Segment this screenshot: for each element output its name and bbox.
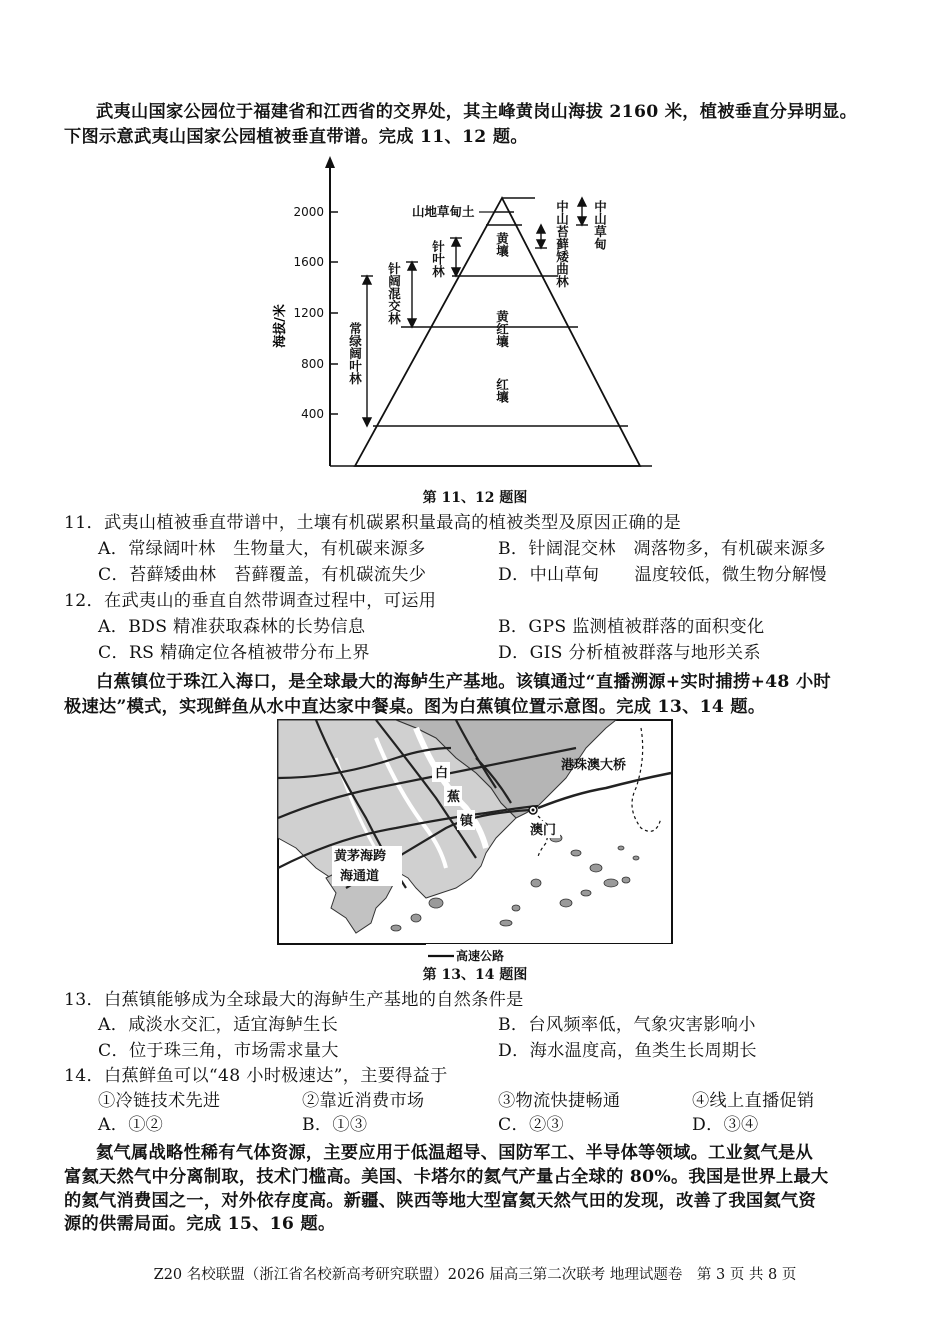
q11-option-a[interactable]: A．常绿阔叶林 生物量大，有机碳来源多 <box>98 539 426 559</box>
belt-moss: 中山苔藓矮曲林 <box>554 200 570 288</box>
intro2-line2: 极速达”模式，实现鲜鱼从水中直达家中餐桌。图为白蕉镇位置示意图。完成 13、14 题。 <box>64 697 766 717</box>
q13-option-d[interactable]: D．海水温度高，鱼类生长周期长 <box>498 1041 757 1061</box>
intro3-line4: 源的供需局面。完成 15、16 题。 <box>64 1214 336 1234</box>
q11-option-c[interactable]: C．苔藓矮曲林 苔藓覆盖，有机碳流失少 <box>98 565 427 585</box>
town-char-1: 白 <box>435 766 449 781</box>
page-footer: Z20 名校联盟（浙江省名校新高考研究联盟）2026 届高三第二次联考 地理试题卷 第 3 页 共 8 页 <box>153 1267 797 1283</box>
soil-red: 红壤 <box>494 378 510 403</box>
q12-option-a[interactable]: A．BDS 精准获取森林的长势信息 <box>98 617 366 637</box>
belt-meadow: 中山草甸 <box>592 200 608 250</box>
intro3-line1: 氦气属战略性稀有气体资源，主要应用于低温超导、国防军工、半导体等领域。工业氦气是从 <box>96 1143 813 1163</box>
intro2-line1: 白蕉镇位于珠江入海口，是全球最大的海鲈生产基地。该镇通过“直播溯源+实时捕捞+48 小时 <box>96 672 831 692</box>
macau-label: 澳门 <box>530 823 557 838</box>
q11-option-b[interactable]: B．针阔混交林 凋落物多，有机碳来源多 <box>498 539 826 559</box>
q13-option-b[interactable]: B．台风频率低，气象灾害影响小 <box>498 1015 756 1035</box>
q12-option-b[interactable]: B．GPS 监测植被群落的面积变化 <box>498 617 765 637</box>
q14-statement-1: ①冷链技术先进 <box>98 1091 221 1111</box>
q14-option-d[interactable]: D．③④ <box>692 1115 759 1135</box>
q14-statement-4: ④线上直播促销 <box>692 1091 815 1111</box>
q14-statement-3: ③物流快捷畅通 <box>498 1091 621 1111</box>
q14-stem: 14．白蕉鲜鱼可以“48 小时极速达”，主要得益于 <box>64 1066 448 1086</box>
intro3-line2: 富氦天然气中分离制取，技术门槛高。美国、卡塔尔的氦气产量占全球的 80%。我国是世界上最大 <box>64 1167 829 1187</box>
tick-800: 800 <box>301 357 324 371</box>
belt-evergreen: 常绿阔叶林 <box>347 322 363 385</box>
q12-option-d[interactable]: D．GIS 分析植被群落与地形关系 <box>498 643 761 663</box>
y-ticks <box>293 205 338 421</box>
figure1-vertical-belt <box>262 150 662 480</box>
q14-option-a[interactable]: A．①② <box>98 1115 164 1135</box>
figure1-caption: 第 11、12 题图 <box>422 490 528 506</box>
q11-stem: 11．武夷山植被垂直带谱中，土壤有机碳累积量最高的植被类型及原因正确的是 <box>64 513 682 533</box>
q14-statement-2: ②靠近消费市场 <box>302 1091 425 1111</box>
tick-400: 400 <box>301 407 324 421</box>
town-char-2: 蕉 <box>447 790 461 805</box>
tunnel-label-2: 海通道 <box>340 869 380 884</box>
town-char-3: 镇 <box>460 814 474 829</box>
figure2-caption: 第 13、14 题图 <box>422 967 528 983</box>
intro1-line1: 武夷山国家公园位于福建省和江西省的交界处，其主峰黄岗山海拔 2160 米，植被垂直分异明显。 <box>96 102 858 122</box>
tick-1200: 1200 <box>293 306 324 320</box>
q12-stem: 12．在武夷山的垂直自然带调查过程中，可运用 <box>64 591 437 611</box>
q11-option-d[interactable]: D．中山草甸 温度较低，微生物分解慢 <box>498 565 827 585</box>
soil-yellow: 黄壤 <box>494 232 510 257</box>
q13-option-c[interactable]: C．位于珠三角，市场需求量大 <box>98 1041 339 1061</box>
figure2-location-map <box>276 718 676 964</box>
q14-option-c[interactable]: C．②③ <box>498 1115 564 1135</box>
q14-option-b[interactable]: B．①③ <box>302 1115 368 1135</box>
belt-mixed: 针阔混交林 <box>386 262 402 325</box>
tick-2000: 2000 <box>293 205 324 219</box>
soil-meadow-label: 山地草甸土 <box>412 204 475 219</box>
q12-option-c[interactable]: C．RS 精确定位各植被带分布上界 <box>98 643 370 663</box>
intro3-line3: 的氦气消费国之一，对外依存度高。新疆、陕西等地大型富氦天然气田的发现，改善了我国氦气资 <box>64 1191 816 1211</box>
y-axis-arrow <box>325 156 335 168</box>
bridge-label: 港珠澳大桥 <box>561 758 627 773</box>
soil-yellow-red: 黄红壤 <box>494 310 510 348</box>
tunnel-label-1: 黄茅海跨 <box>334 849 387 864</box>
belt-conifer: 针叶林 <box>430 240 446 278</box>
intro1-line2: 下图示意武夷山国家公园植被垂直带谱。完成 11、12 题。 <box>64 127 528 147</box>
q13-stem: 13．白蕉镇能够成为全球最大的海鲈生产基地的自然条件是 <box>64 990 524 1010</box>
tick-1600: 1600 <box>293 255 324 269</box>
legend-highway: 高速公路 <box>456 949 505 963</box>
q13-option-a[interactable]: A．咸淡水交汇，适宜海鲈生长 <box>98 1015 339 1035</box>
y-axis-label: 海拔/米 <box>273 304 288 348</box>
